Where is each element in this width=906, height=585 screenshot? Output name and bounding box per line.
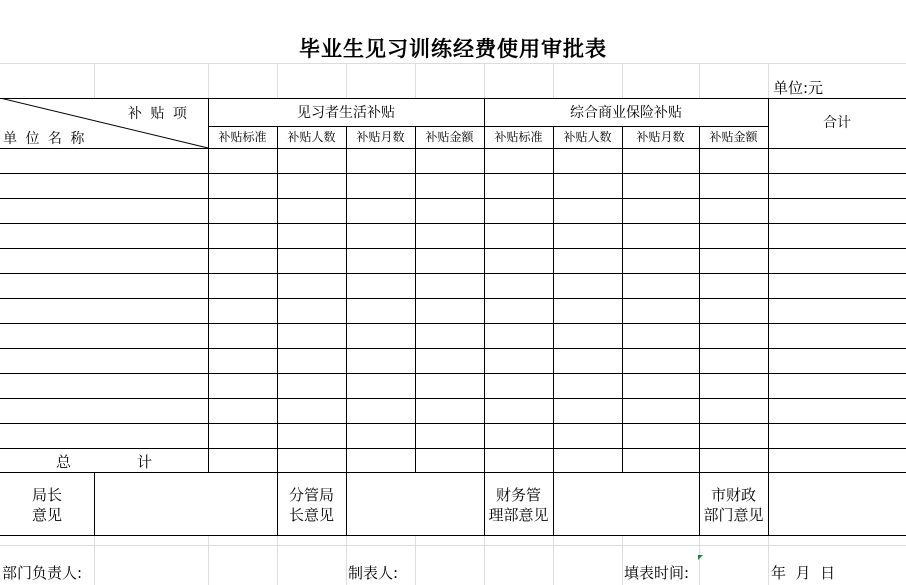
- total-row-label-left: 总: [56, 453, 72, 471]
- opinion-label-deputy-chief: 分管局 长意见: [288, 486, 334, 524]
- sub-header-standard: 补贴标准: [494, 130, 543, 144]
- opinion-label-city-finance: 市财政 部门意见: [703, 486, 764, 524]
- sub-header-standard: 补贴标准: [218, 130, 267, 144]
- corner-label-unit-name: 单 位 名 称: [3, 131, 87, 147]
- sub-header-amount: 补贴金额: [425, 130, 474, 144]
- cell-comment-marker: [698, 555, 703, 560]
- corner-label-subsidy-item: 补 贴 项: [128, 106, 189, 122]
- total-column-header: 合计: [823, 115, 851, 131]
- footer-prepared-by-label: 制表人:: [348, 564, 399, 582]
- form-title: 毕业生见习训练经费使用审批表: [299, 37, 607, 61]
- group-header-insurance-subsidy: 综合商业保险补贴: [570, 105, 682, 121]
- sub-header-amount: 补贴金额: [709, 130, 758, 144]
- group-header-living-subsidy: 见习者生活补贴: [297, 105, 395, 121]
- sub-header-count: 补贴人数: [563, 130, 612, 144]
- footer-dept-head-label: 部门负责人:: [2, 564, 83, 582]
- unit-label: 单位:元: [773, 79, 824, 97]
- opinion-label-bureau-chief: 局长 意见: [31, 486, 62, 524]
- sub-header-months: 补贴月数: [636, 130, 685, 144]
- footer-fill-time-label: 填表时间:: [624, 564, 690, 582]
- total-row-label-right: 计: [137, 453, 153, 471]
- opinion-label-finance-dept: 财务管 理部意见: [488, 486, 549, 524]
- footer-date-units: 年 月 日: [771, 564, 836, 582]
- sub-header-count: 补贴人数: [287, 130, 336, 144]
- sub-header-months: 补贴月数: [356, 130, 405, 144]
